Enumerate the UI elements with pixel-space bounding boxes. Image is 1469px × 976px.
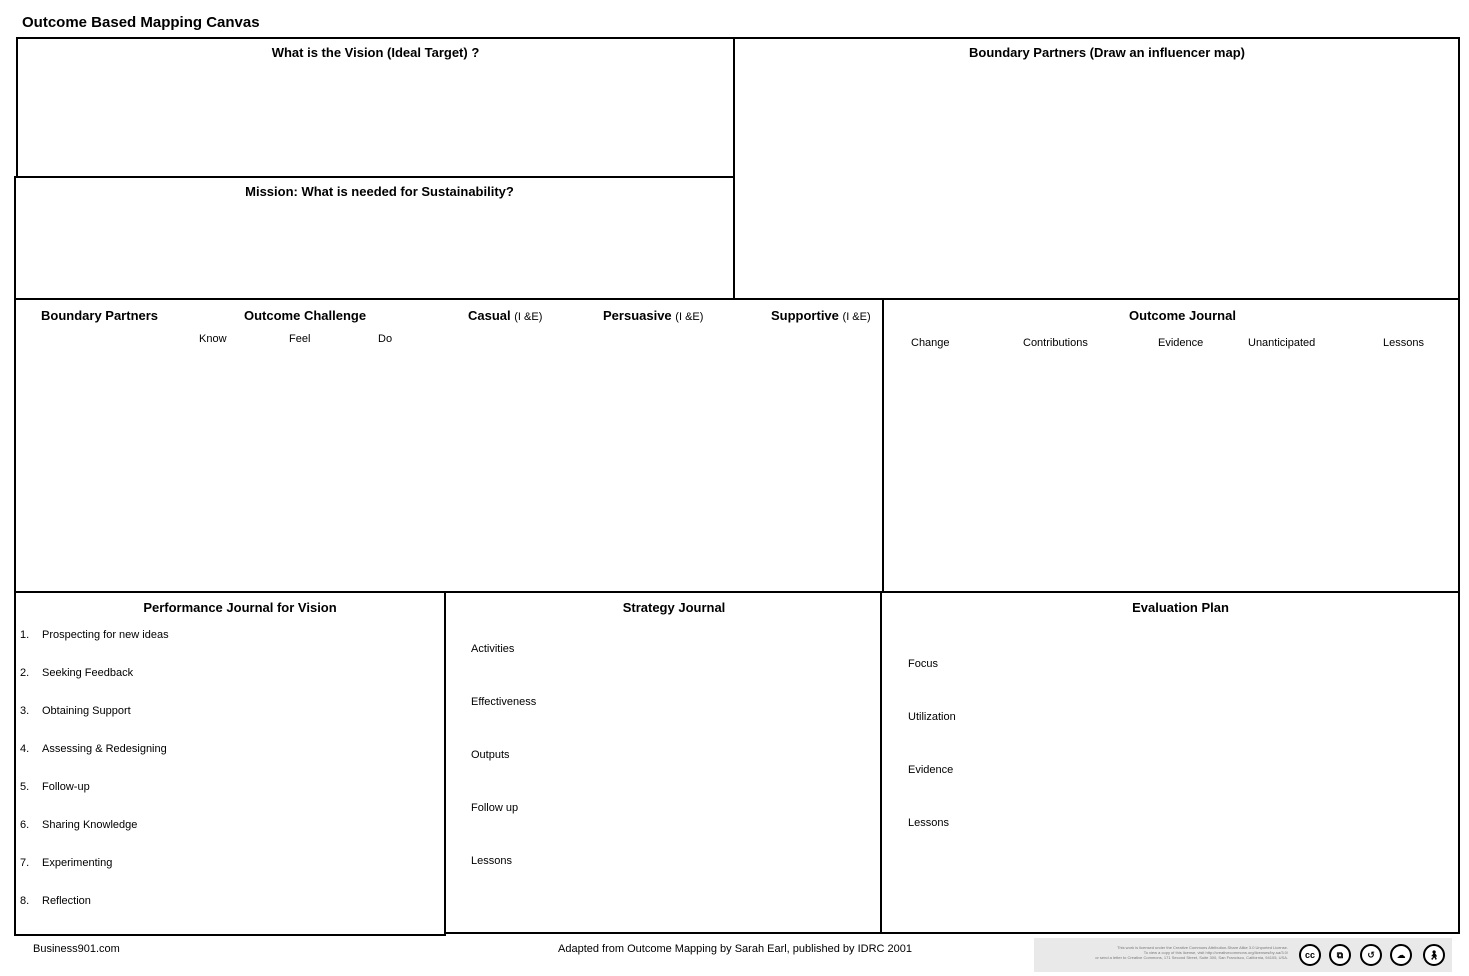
performance-journal-box[interactable]	[14, 591, 446, 936]
strategy-item-follow-up: Follow up	[471, 802, 519, 814]
list-item: Prospecting for new ideas	[42, 629, 169, 641]
oj-column-lessons: Lessons	[1383, 337, 1424, 349]
license-line: This work is licensed under the Creative Commons Attribution-Share Alike 3.0 Unported License.	[1117, 945, 1288, 950]
strategy-item-activities: Activities	[471, 643, 515, 655]
list-item-number: 2.	[20, 667, 30, 679]
supportive-label: Supportive	[771, 308, 839, 323]
remix-icon: ☁	[1390, 944, 1412, 966]
license-line: or send a letter to Creative Commons, 171 Second Street, Suite 300, San Francisco, California, 94105, USA.	[1095, 955, 1288, 960]
list-item-number: 1.	[20, 629, 30, 641]
list-item: Seeking Feedback	[42, 667, 134, 679]
oj-column-unanticipated: Unanticipated	[1248, 337, 1316, 349]
copy-icon: ⧉	[1329, 944, 1351, 966]
persuasive-suffix: (I &E)	[675, 311, 704, 323]
list-item-number: 3.	[20, 705, 30, 717]
footer-credit: Adapted from Outcome Mapping by Sarah Earl, published by IDRC 2001	[558, 943, 913, 955]
evaluation-plan-heading: Evaluation Plan	[1132, 600, 1229, 615]
influencer-map-box[interactable]	[733, 37, 1460, 300]
influencer-map-heading: Boundary Partners (Draw an influencer map)	[969, 45, 1245, 60]
strategy-item-outputs: Outputs	[471, 749, 510, 761]
evaluation-item-lessons: Lessons	[908, 817, 949, 829]
license-line: To view a copy of this license, visit http://creativecommons.org/licenses/by-sa/3.0/	[1143, 950, 1288, 955]
footer-site-link[interactable]: Business901.com	[33, 943, 120, 955]
attribution-icon: 🚶︎	[1423, 944, 1445, 966]
list-item-number: 5.	[20, 781, 30, 793]
list-item: Sharing Knowledge	[42, 819, 138, 831]
outcome-challenge-heading: Outcome Challenge	[244, 308, 367, 323]
evaluation-item-evidence: Evidence	[908, 764, 954, 776]
list-item: Experimenting	[42, 857, 113, 869]
strategy-journal-heading: Strategy Journal	[622, 600, 726, 615]
oj-column-contributions: Contributions	[1023, 337, 1088, 349]
know-label: Know	[199, 333, 227, 345]
list-item: Obtaining Support	[42, 705, 131, 717]
list-item-number: 7.	[20, 857, 30, 869]
strategy-item-lessons: Lessons	[471, 855, 512, 867]
casual-label: Casual	[468, 308, 511, 323]
strategy-item-effectiveness: Effectiveness	[471, 696, 537, 708]
cc-icon: cc	[1299, 944, 1321, 966]
outcome-journal-heading: Outcome Journal	[1129, 308, 1236, 323]
share-alike-icon: ↺	[1360, 944, 1382, 966]
persuasive-heading	[603, 308, 703, 323]
evaluation-plan-box[interactable]	[880, 591, 1460, 934]
list-item-number: 8.	[20, 895, 30, 907]
casual-heading	[468, 308, 542, 323]
supportive-suffix: (I &E)	[842, 311, 871, 323]
persuasive-label: Persuasive	[603, 308, 672, 323]
list-item-number: 4.	[20, 743, 30, 755]
mission-heading: Mission: What is needed for Sustainability?	[245, 184, 514, 199]
license-text	[1036, 945, 1288, 960]
feel-label: Feel	[289, 333, 311, 345]
boundary-partners-heading: Boundary Partners	[41, 308, 159, 323]
list-item: Reflection	[42, 895, 91, 907]
performance-journal-heading: Performance Journal for Vision	[143, 600, 337, 615]
page-title: Outcome Based Mapping Canvas	[22, 14, 260, 31]
list-item-number: 6.	[20, 819, 30, 831]
casual-suffix: (I &E)	[514, 311, 543, 323]
outcome-challenge-box[interactable]	[14, 298, 884, 593]
evaluation-item-focus: Focus	[908, 658, 938, 670]
supportive-heading	[771, 308, 871, 323]
do-label: Do	[378, 333, 393, 345]
list-item: Assessing & Redesigning	[42, 743, 167, 755]
oj-column-change: Change	[911, 337, 950, 349]
oj-column-evidence: Evidence	[1158, 337, 1204, 349]
vision-heading: What is the Vision (Ideal Target) ?	[271, 45, 480, 60]
evaluation-item-utilization: Utilization	[908, 711, 956, 723]
list-item: Follow-up	[42, 781, 90, 793]
